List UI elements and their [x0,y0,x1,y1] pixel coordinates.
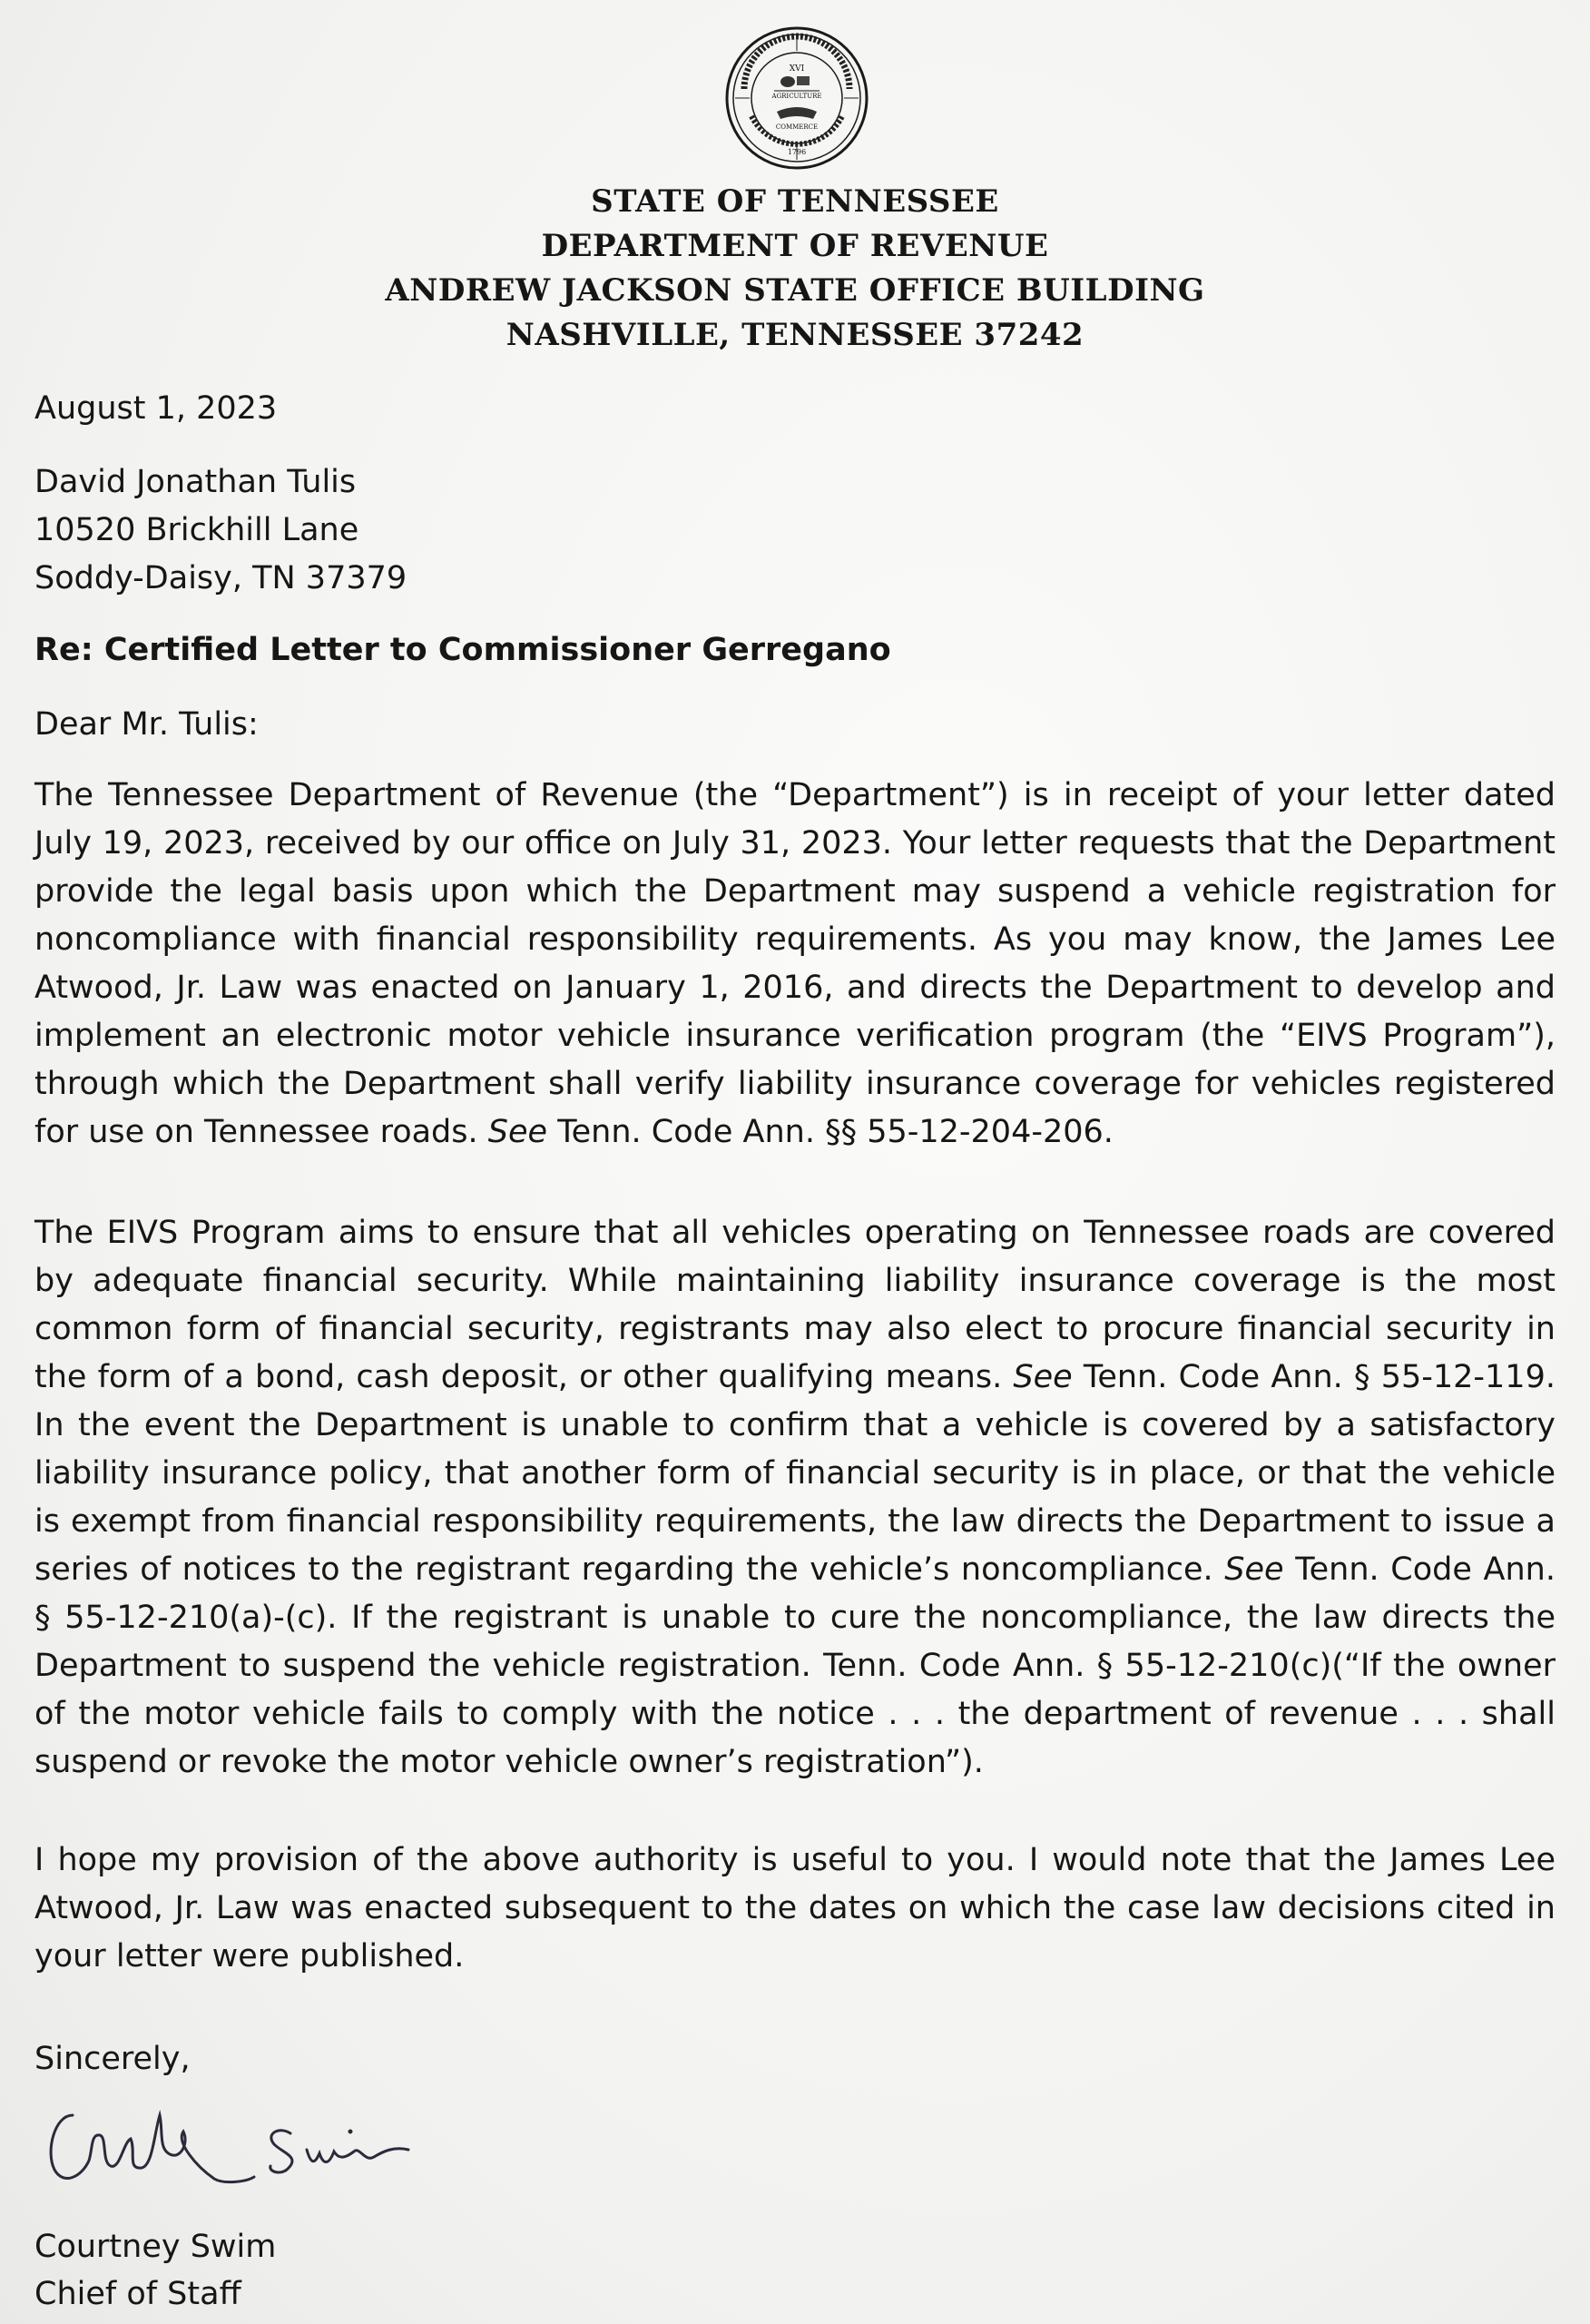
svg-text:COMMERCE: COMMERCE [775,123,819,131]
see-citation: See [1013,1359,1073,1395]
signer-block [34,2223,1556,2318]
letter-date: August 1, 2023 [34,390,278,427]
see-citation: See [1224,1551,1284,1588]
closing: Sincerely, [34,2041,191,2077]
signer-name: Courtney Swim [34,2229,277,2265]
p2-text-a: The EIVS Program aims to ensure that all vehicles operating on Tennessee roads are covered by adequate financial security. While maintaining liability insurance coverage is the most common form of financial security, registrants may also elect to procure financial security in the form of a bond, cash deposit, or other qualifying means. [34,1215,1556,1395]
letterhead [0,180,1590,358]
letterhead-department: DEPARTMENT OF REVENUE [541,228,1049,264]
letterhead-state: STATE OF TENNESSEE [591,183,999,220]
svg-text:XVI: XVI [789,64,805,74]
subject-line: Re: Certified Letter to Commissioner Gerregano [34,632,891,668]
recipient-city: Soddy-Daisy, TN 37379 [34,560,407,596]
body-paragraph-3: I hope my provision of the above authority is useful to you. I would note that the James Lee Atwood, Jr. Law was enacted subsequent to the dates on which the case law decisions cited in your letter were published. [34,1842,1556,1974]
p1-citation: Tenn. Code Ann. §§ 55-12-204-206. [557,1114,1114,1150]
state-seal-icon [724,25,869,171]
letterhead-city: NASHVILLE, TENNESSEE 37242 [505,317,1085,353]
see-citation: See [487,1114,548,1150]
recipient-name: David Jonathan Tulis [34,464,357,500]
salutation: Dear Mr. Tulis: [34,706,259,743]
body-paragraph-2 [34,1209,1556,1787]
svg-text:AGRICULTURE: AGRICULTURE [771,93,822,100]
p2-text-c: Tenn. Code Ann. § 55-12-210(a)-(c). If the registrant is unable to cure the noncompliance, the law directs the Department to suspend the vehicle registration. Tenn. Code Ann. § 55-12-210(c)(“If the owner of the motor vehicle fails to comply with the notice . . . the department of revenue . . . shall suspend or revoke the motor vehicle owner’s registration”). [34,1551,1556,1780]
body-paragraph-1 [34,772,1556,1157]
svg-text:1796: 1796 [787,148,807,156]
recipient-address [34,458,1556,603]
letterhead-building: ANDREW JACKSON STATE OFFICE BUILDING [385,272,1205,309]
recipient-street: 10520 Brickhill Lane [34,512,359,548]
signer-title: Chief of Staff [34,2276,241,2312]
signature-icon [36,2079,490,2197]
p1-text: The Tennessee Department of Revenue (the “Department”) is in receipt of your letter dated July 19, 2023, received by our office on July 31, 2023. Your letter requests that the Department provide the legal basis upon which the Department may suspend a vehicle registration for noncompliance with financial responsibility requirements. As you may know, the James Lee Atwood, Jr. Law was enacted on January 1, 2016, and directs the Department to develop and implement an electronic motor vehicle insurance verification program (the “EIVS Program”), through which the Department shall verify liability insurance coverage for vehicles registered for use on Tennessee roads. [34,777,1556,1150]
p2-text-b: Tenn. Code Ann. § 55-12-119. In the event the Department is unable to confirm that a vehicle is covered by a satisfactory liability insurance policy, that another form of financial security is in place, or that the vehicle is exempt from financial responsibility requirements, the law directs the Department to issue a series of notices to the registrant regarding the vehicle’s noncompliance. [34,1359,1556,1588]
